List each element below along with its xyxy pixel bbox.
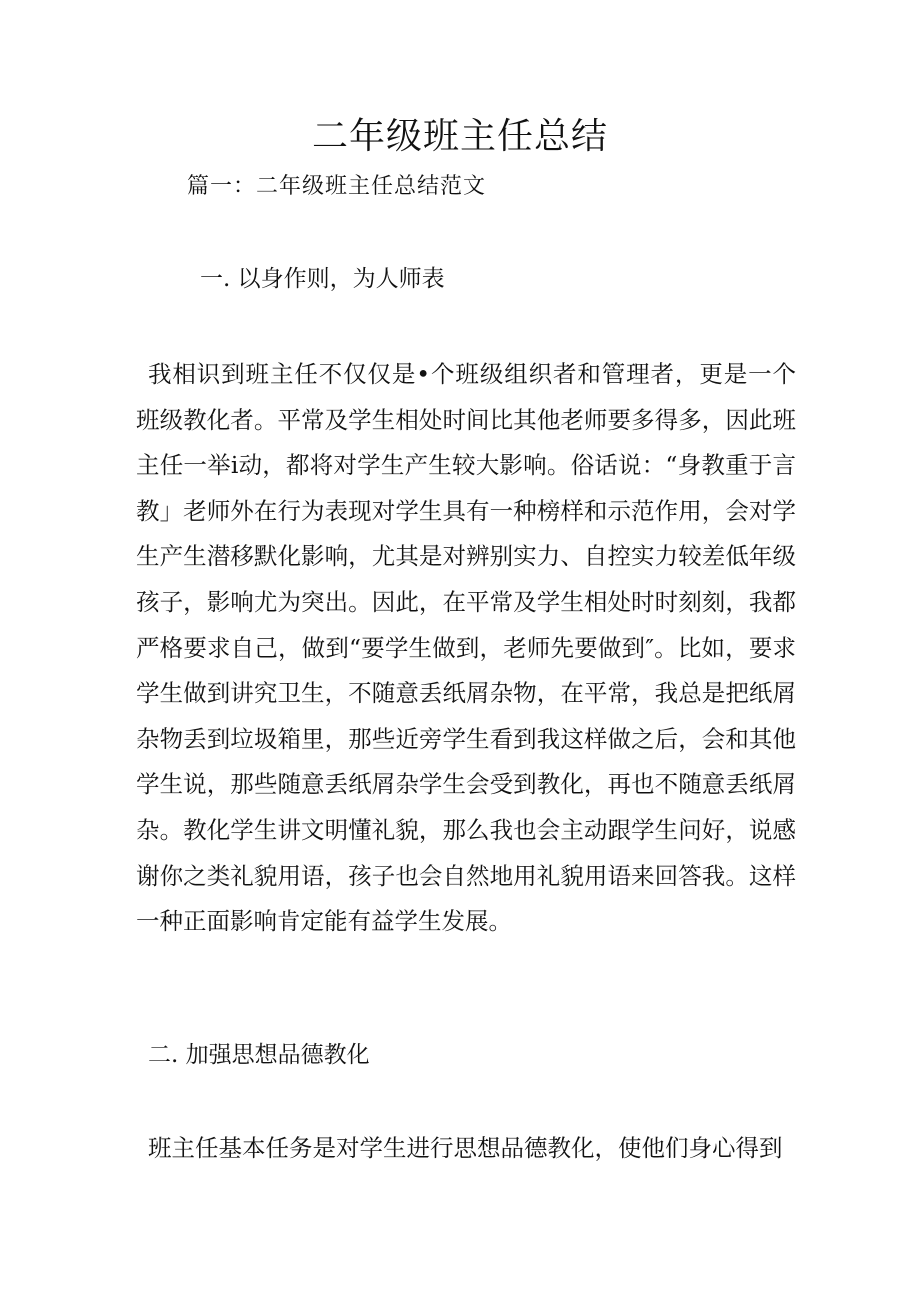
document-subtitle: 篇一：二年级班主任总结范文 [187, 174, 487, 199]
section-paragraph-2: 班主任基本任务是对学生进行思想品德教化，使他们身心得到 [148, 1134, 783, 1162]
document-title: 二年级班主任总结 [311, 116, 608, 157]
section-paragraph-1: 我相识到班主任不仅仅是•个班级组织者和管理者，更是一个班级教化者。平常及学生相处时间比其他老师要多得多，因此班主任一举i动，都将对学生产生较大影响。俗话说：“身教重于言教」老师外在行为表现对学生具有一种榜样和示范作用，会对学生产生潜移默化影响，尤其是对辨别实力、自控实力较差低年级孩子，影响尤为突出。因此，在平常及学生相处时时刻刻，我都严格要求自己，做到“要学生做到，老师先要做到″。比如，要求学生做到讲究卫生，不随意丢纸屑杂物，在平常，我总是把纸屑杂物丢到垃圾箱里，那些近旁学生看到我这样做之后，会和其他学生说，那些随意丢纸屑杂学生会受到教化，再也不随意丢纸屑杂。教化学生讲文明懂礼貌，那么我也会主动跟学生问好，说感谢你之类礼貌用语，孩子也会自然地用礼貌用语来回答我。这样一种正面影响肯定能有益学生发展。 [136, 360, 796, 936]
section-heading-1: 一. 以身作则，为人师表 [200, 266, 445, 292]
section-heading-2: 二. 加强思想品德教化 [148, 1042, 370, 1068]
